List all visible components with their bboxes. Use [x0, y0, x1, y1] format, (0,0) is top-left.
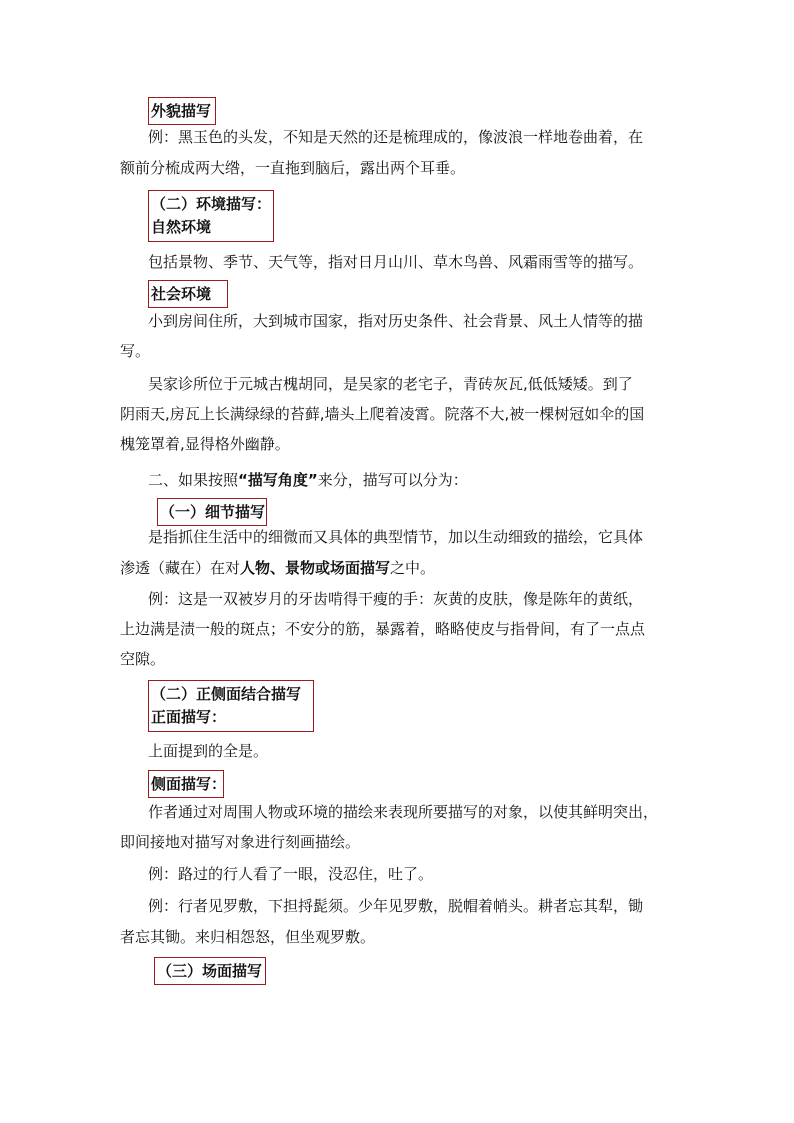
paragraph-indirect-example-1: 例：路过的行人看了一眼，没忍住，吐了。 [148, 865, 434, 883]
paragraph-appearance-example-2: 额前分梳成两大绺，一直拖到脑后，露出两个耳垂。 [120, 159, 466, 177]
heading-detail-description: （一）细节描写 [157, 498, 267, 526]
heading-appearance: 外貌描写 [148, 97, 216, 125]
paragraph-description-angle [148, 470, 468, 490]
paragraph-wu-clinic-3: 槐笼罩着,显得格外幽静。 [120, 435, 290, 453]
paragraph-wu-clinic-2: 阴雨天,房瓦上长满绿绿的苔藓,墙头上爬着凌霄。院落不大,被一棵树冠如伞的国 [120, 405, 645, 423]
paragraph-hand-example-2: 上边满是渍一般的斑点；不安分的筋，暴露着，略略使皮与指骨间，有了一点点 [120, 620, 646, 638]
angle-text-after: 来分，描写可以分为： [317, 471, 468, 489]
paragraph-natural-environment: 包括景物、季节、天气等，指对日月山川、草木鸟兽、风霜雨雪等的描写。 [148, 253, 644, 271]
paragraph-front-description: 上面提到的全是。 [148, 742, 269, 760]
paragraph-hand-example-3: 空隙。 [120, 650, 166, 668]
heading-front-side-description [148, 680, 314, 732]
paragraph-detail-2 [120, 558, 435, 578]
heading-natural-environment: 自然环境 [151, 218, 212, 236]
detail-text-after: 之中。 [390, 559, 436, 577]
paragraph-luofu-example-1: 例：行者见罗敷，下担捋髭须。少年见罗敷，脱帽着帩头。耕者忘其犁，锄 [148, 897, 644, 915]
paragraph-social-environment-1: 小到房间住所，大到城市国家，指对历史条件、社会背景、风土人情等的描 [148, 312, 644, 330]
heading-social-environment: 社会环境 [148, 280, 228, 308]
paragraph-social-environment-2: 写。 [120, 342, 151, 360]
heading-front-description: 正面描写： [151, 708, 227, 726]
paragraph-indirect-1: 作者通过对周围人物或环境的描绘来表现所要描写的对象，以使其鲜明突出， [148, 803, 659, 821]
heading-environment-line1: （二）环境描写： [151, 195, 272, 213]
detail-text-bold: 人物、景物或场面描写 [240, 559, 391, 577]
paragraph-indirect-2: 即间接地对描写对象进行刻画描绘。 [120, 833, 361, 851]
heading-environment [148, 190, 274, 242]
detail-text-before: 渗透（藏在）在对 [120, 559, 241, 577]
angle-text-before: 二、如果按照 [148, 471, 239, 489]
heading-indirect-description: 侧面描写： [148, 770, 224, 798]
paragraph-detail-1: 是指抓住生活中的细微而又具体的典型情节，加以生动细致的描绘，它具体 [148, 528, 644, 546]
paragraph-hand-example-1: 例：这是一双被岁月的牙齿啃得干瘦的手：灰黄的皮肤，像是陈年的黄纸， [148, 590, 644, 608]
angle-text-bold: “描写角度” [238, 471, 318, 489]
heading-front-side-line1: （二）正侧面结合描写 [151, 685, 302, 703]
paragraph-wu-clinic-1: 吴家诊所位于元城古槐胡同，是吴家的老宅子，青砖灰瓦,低低矮矮。到了 [148, 375, 633, 393]
heading-scene-description: （三）场面描写 [154, 957, 266, 985]
paragraph-luofu-example-2: 者忘其锄。来归相怨怒，但坐观罗敷。 [120, 928, 376, 946]
paragraph-appearance-example-1: 例：黑玉色的头发，不知是天然的还是梳理成的，像波浪一样地卷曲着，在 [148, 128, 644, 146]
